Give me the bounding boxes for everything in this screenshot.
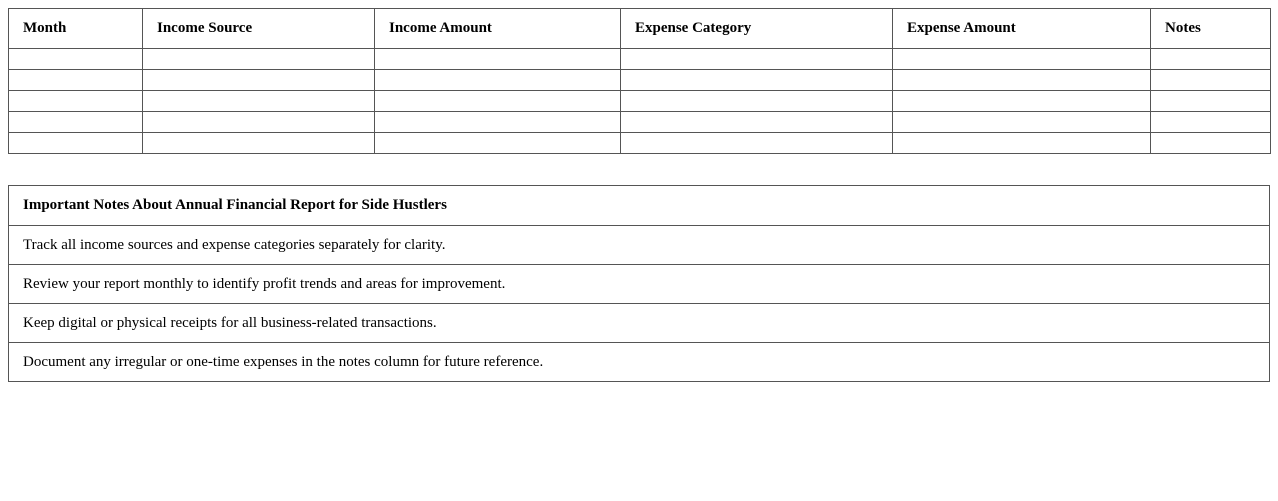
cell-month[interactable] bbox=[9, 70, 143, 91]
table-row bbox=[9, 112, 1271, 133]
cell-income-amount[interactable] bbox=[375, 133, 621, 154]
cell-expense-category[interactable] bbox=[621, 133, 893, 154]
cell-income-source[interactable] bbox=[143, 70, 375, 91]
cell-notes[interactable] bbox=[1151, 70, 1271, 91]
cell-notes[interactable] bbox=[1151, 91, 1271, 112]
header-income-source: Income Source bbox=[143, 9, 375, 49]
note-text: Review your report monthly to identify profit trends and areas for improvement. bbox=[9, 265, 1270, 304]
table-row bbox=[9, 49, 1271, 70]
cell-notes[interactable] bbox=[1151, 112, 1271, 133]
header-notes: Notes bbox=[1151, 9, 1271, 49]
important-notes-table bbox=[8, 185, 1270, 382]
table-row bbox=[9, 70, 1271, 91]
cell-income-source[interactable] bbox=[143, 112, 375, 133]
cell-notes[interactable] bbox=[1151, 49, 1271, 70]
list-item bbox=[9, 226, 1270, 265]
notes-header-row bbox=[9, 186, 1270, 226]
header-expense-category: Expense Category bbox=[621, 9, 893, 49]
cell-expense-amount[interactable] bbox=[893, 112, 1151, 133]
cell-income-amount[interactable] bbox=[375, 91, 621, 112]
header-month: Month bbox=[9, 9, 143, 49]
note-text: Track all income sources and expense categories separately for clarity. bbox=[9, 226, 1270, 265]
cell-month[interactable] bbox=[9, 133, 143, 154]
cell-income-amount[interactable] bbox=[375, 112, 621, 133]
notes-title: Important Notes About Annual Financial Report for Side Hustlers bbox=[9, 186, 1270, 226]
header-income-amount: Income Amount bbox=[375, 9, 621, 49]
cell-expense-amount[interactable] bbox=[893, 133, 1151, 154]
cell-expense-category[interactable] bbox=[621, 91, 893, 112]
list-item bbox=[9, 343, 1270, 382]
note-text: Keep digital or physical receipts for all business-related transactions. bbox=[9, 304, 1270, 343]
cell-expense-amount[interactable] bbox=[893, 49, 1151, 70]
cell-income-amount[interactable] bbox=[375, 70, 621, 91]
cell-month[interactable] bbox=[9, 49, 143, 70]
table-row bbox=[9, 91, 1271, 112]
table-row bbox=[9, 133, 1271, 154]
cell-expense-amount[interactable] bbox=[893, 70, 1151, 91]
list-item bbox=[9, 304, 1270, 343]
cell-expense-amount[interactable] bbox=[893, 91, 1151, 112]
cell-expense-category[interactable] bbox=[621, 70, 893, 91]
cell-income-source[interactable] bbox=[143, 133, 375, 154]
cell-expense-category[interactable] bbox=[621, 49, 893, 70]
table-header-row bbox=[9, 9, 1271, 49]
cell-notes[interactable] bbox=[1151, 133, 1271, 154]
cell-month[interactable] bbox=[9, 112, 143, 133]
cell-month[interactable] bbox=[9, 91, 143, 112]
cell-income-source[interactable] bbox=[143, 49, 375, 70]
cell-expense-category[interactable] bbox=[621, 112, 893, 133]
cell-income-amount[interactable] bbox=[375, 49, 621, 70]
cell-income-source[interactable] bbox=[143, 91, 375, 112]
header-expense-amount: Expense Amount bbox=[893, 9, 1151, 49]
financial-tracker-table bbox=[8, 8, 1271, 154]
list-item bbox=[9, 265, 1270, 304]
note-text: Document any irregular or one-time expenses in the notes column for future reference. bbox=[9, 343, 1270, 382]
